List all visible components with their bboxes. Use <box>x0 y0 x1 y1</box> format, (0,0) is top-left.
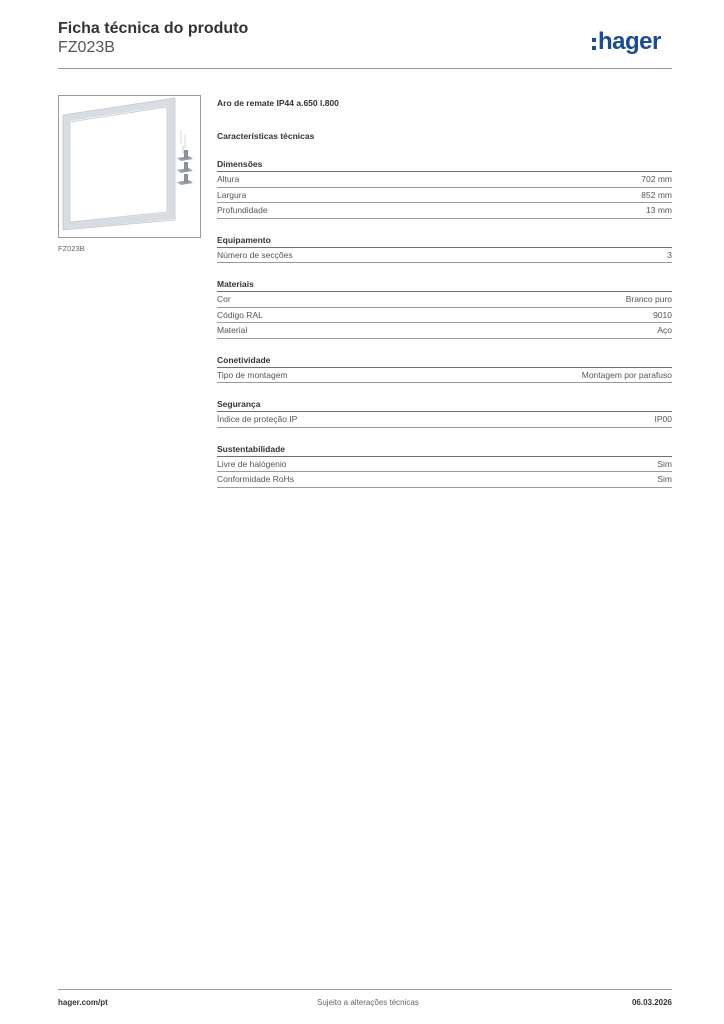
spec-row <box>217 412 672 428</box>
spec-label: Tipo de montagem <box>217 369 288 380</box>
spec-row <box>217 203 672 219</box>
spec-row <box>217 172 672 188</box>
spec-value: Montagem por parafuso <box>581 369 672 380</box>
group-title: Dimensões <box>217 159 263 169</box>
spec-label: Número de secções <box>217 249 293 260</box>
spec-label: Cor <box>217 294 231 304</box>
group-title: Segurança <box>217 399 261 409</box>
spec-label: Código RAL <box>217 309 263 320</box>
logo-dots-icon <box>592 38 596 50</box>
footer-date: 06.03.2026 <box>631 998 672 1007</box>
logo-text: hager <box>598 28 661 55</box>
spec-row <box>217 248 672 264</box>
spec-row <box>217 292 672 308</box>
spec-value: Sim <box>657 474 672 484</box>
spec-value: 852 mm <box>641 189 672 200</box>
spec-row <box>217 368 672 384</box>
spec-label: Conformidade RoHs <box>217 474 295 484</box>
spec-label: Altura <box>217 174 240 184</box>
header-divider <box>58 68 672 69</box>
group-title: Materiais <box>217 279 254 289</box>
spec-row <box>217 472 672 488</box>
frame-illustration-icon <box>59 96 200 237</box>
spec-label: Índice de proteção IP <box>217 414 298 424</box>
hager-logo <box>592 28 661 56</box>
spec-group-sustainability <box>217 442 672 488</box>
spec-group-safety <box>217 397 672 428</box>
spec-label: Profundidade <box>217 205 268 215</box>
image-caption: FZ023B <box>58 244 85 253</box>
spec-row <box>217 323 672 339</box>
product-name: Aro de remate IP44 a.650 l.800 <box>217 98 339 108</box>
spec-value: 9010 <box>653 309 672 320</box>
group-title: Conetividade <box>217 354 271 365</box>
product-code: FZ023B <box>58 39 115 56</box>
spec-value: Branco puro <box>625 294 672 304</box>
footer-notice: Sujeito a alterações técnicas <box>317 998 419 1007</box>
spec-label: Largura <box>217 189 247 200</box>
footer-divider <box>58 989 672 990</box>
spec-value: 13 mm <box>646 205 672 215</box>
spec-label: Material <box>217 325 248 335</box>
spec-group-materials <box>217 277 672 339</box>
spec-row <box>217 457 672 473</box>
spec-value: 702 mm <box>641 174 672 184</box>
spec-group-equipment <box>217 233 672 264</box>
footer-website-link[interactable]: hager.com/pt <box>58 998 108 1007</box>
document-title: Ficha técnica do produto <box>58 20 249 37</box>
spec-group-connectivity <box>217 353 672 384</box>
spec-label: Livre de halógenio <box>217 458 287 469</box>
spec-value: Sim <box>657 458 672 469</box>
spec-value: IP00 <box>654 414 672 424</box>
spec-group-dimensions <box>217 157 672 219</box>
spec-value: 3 <box>667 249 672 260</box>
spec-row <box>217 308 672 324</box>
spec-value: Aço <box>657 325 672 335</box>
spec-row <box>217 188 672 204</box>
group-title: Equipamento <box>217 234 271 245</box>
group-title: Sustentabilidade <box>217 443 286 454</box>
specs-heading: Características técnicas <box>217 131 315 141</box>
spec-content <box>217 96 672 488</box>
product-image <box>58 95 201 238</box>
